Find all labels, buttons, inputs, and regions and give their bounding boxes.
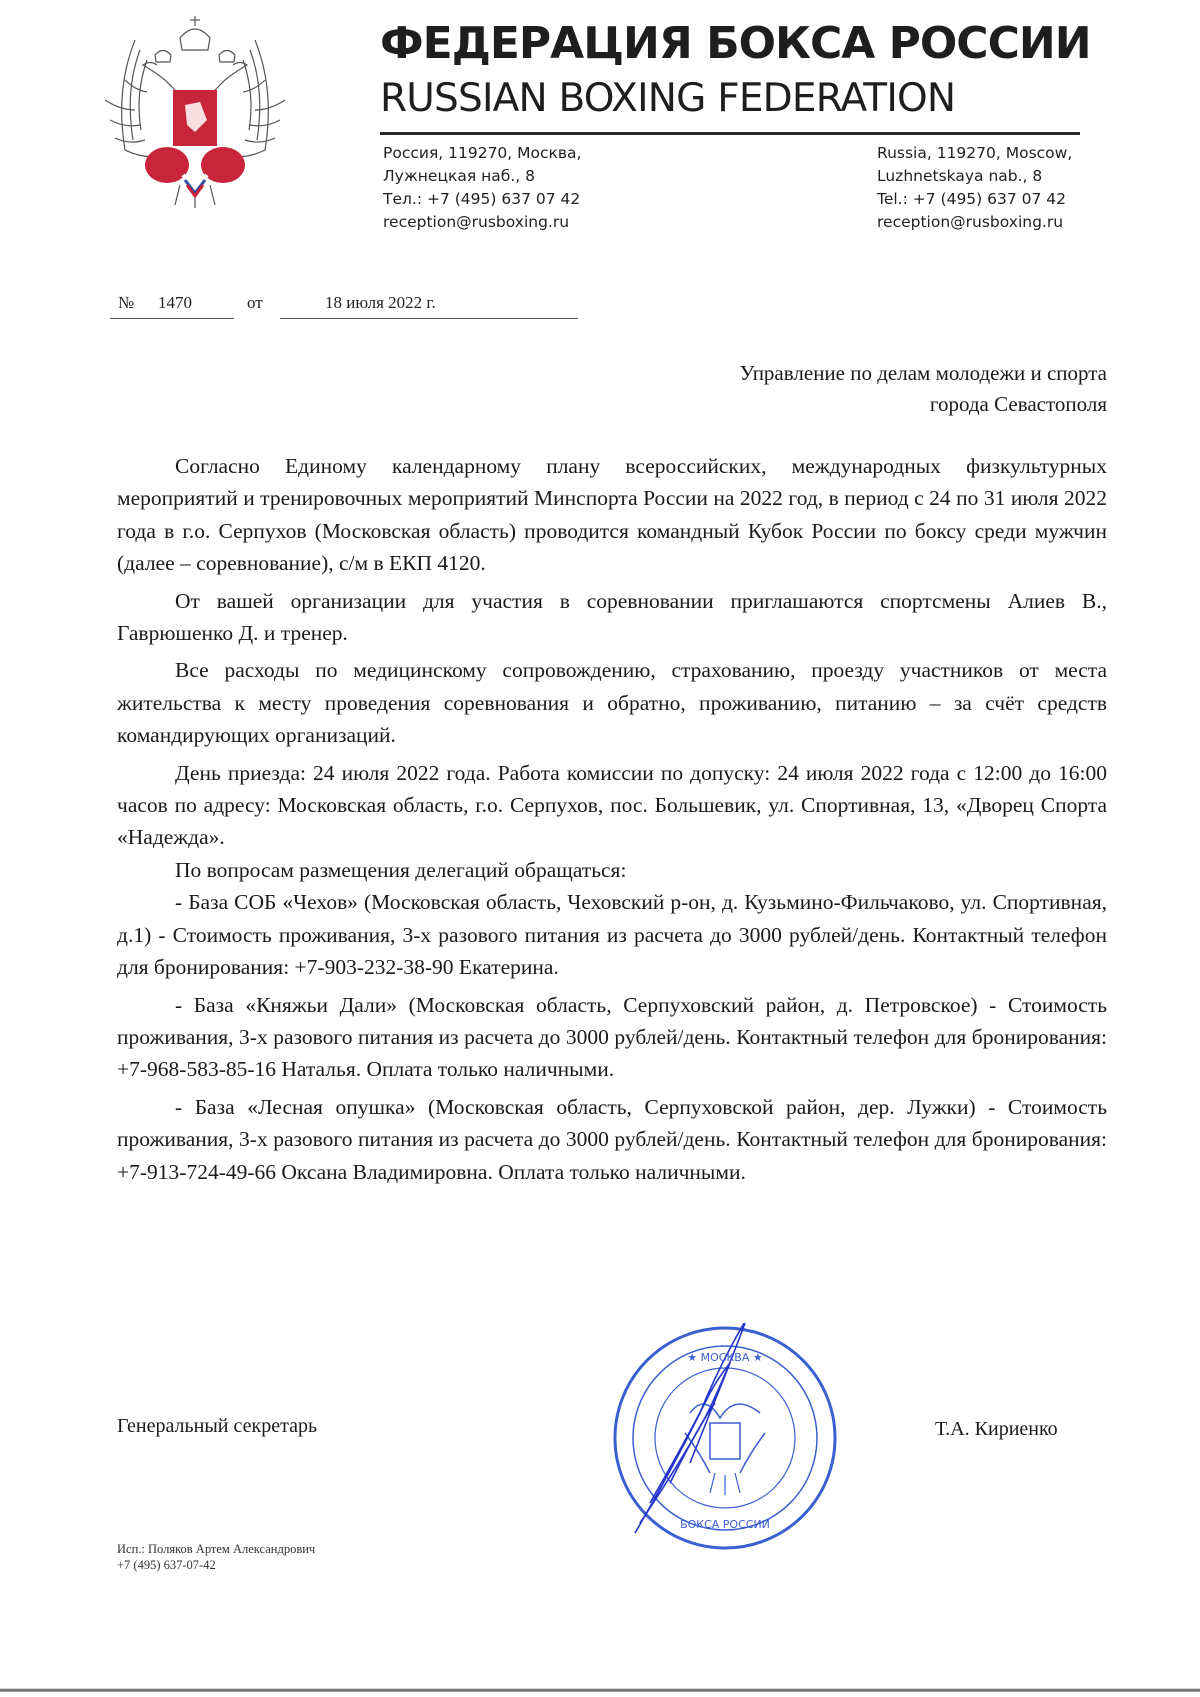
- address-en-phone: Tel.: +7 (495) 637 07 42: [877, 190, 1067, 208]
- org-name-en: RUSSIAN BOXING FEDERATION: [380, 76, 956, 121]
- address-en: [877, 142, 1072, 234]
- paragraph: От вашей организации для участия в соревновании приглашаются спортсмены Алиев В., Гаврюшенко Д. и тренер.: [117, 588, 1107, 646]
- address-ru-line2: Лужнецкая наб., 8: [383, 167, 535, 185]
- reg-from-label: от: [247, 293, 263, 312]
- address-ru-email: reception@rusboxing.ru: [383, 213, 570, 231]
- paragraph: День приезда: 24 июля 2022 года. Работа комиссии по допуску: 24 июля 2022 года с 12:00 до 16:00 часов по адресу: Московская область, г.о. Серпухов, пос. Большевик, ул. Спортивная, 13, «Дворец Спорта «Надежда».: [117, 760, 1107, 850]
- paragraph: - База «Княжьи Дали» (Московская область, Серпуховский район, д. Петровское) - Стоимость проживания, 3-х разового питания из расчета до 3000 рублей/день. Контактный телефон для бронирования: +7-968-583-85-16 Наталья. Оплата только наличными.: [117, 992, 1107, 1082]
- scan-edge: [0, 1688, 1200, 1692]
- paragraph: - База СОБ «Чехов» (Московская область, Чеховский р-он, д. Кузьмино-Фильчаково, ул. Спортивная, д.1) - Стоимость проживания, 3-х разового питания из расчета до 3000 рублей/день. Контактный телефон для бронирования: +7-903-232-38-90 Екатерина.: [117, 890, 1107, 980]
- paragraph: По вопросам размещения делегаций обращаться:: [175, 857, 627, 882]
- reg-date-underline: [280, 318, 578, 319]
- federation-emblem-icon: [95, 10, 295, 210]
- executor-info: [117, 1541, 315, 1573]
- paragraph: Все расходы по медицинскому сопровождению, страхованию, проезду участников от места жительства к месту проведения соревнования и обратно, проживанию, питанию – за счёт средств командирующих организаций.: [117, 658, 1107, 748]
- org-name-ru: ФЕДЕРАЦИЯ БОКСА РОССИИ: [380, 18, 1091, 69]
- address-en-line1: Russia, 119270, Moscow,: [877, 144, 1073, 162]
- signatory-name: Т.А. Кириенко: [935, 1418, 1058, 1440]
- official-stamp-icon: [610, 1323, 840, 1553]
- header-divider: [380, 132, 1080, 135]
- paragraph: - База «Лесная опушка» (Московская область, Серпуховской район, дер. Лужки) - Стоимость проживания, 3-х разового питания из расчета до 3000 рублей/день. Контактный телефон для бронирования: +7-913-724-49-66 Оксана Владимировна. Оплата только наличными.: [117, 1094, 1107, 1184]
- addressee: [740, 358, 1107, 420]
- address-en-email: reception@rusboxing.ru: [877, 213, 1064, 231]
- signatory-title: Генеральный секретарь: [117, 1415, 318, 1437]
- addressee-line2: города Севастополя: [929, 392, 1107, 416]
- paragraph: Согласно Единому календарному плану всероссийских, международных физкультурных мероприятий и тренировочных мероприятий Минспорта России на 2022 год, в период с 24 по 31 июля 2022 года в г.о. Серпухов (Московская область) проводится командный Кубок России по боксу среди мужчин (далее – соревнование), с/м в ЕКП 4120.: [117, 454, 1107, 576]
- address-ru-phone: Тел.: +7 (495) 637 07 42: [383, 190, 581, 208]
- reg-number: 1470: [158, 293, 192, 312]
- reg-date: 18 июля 2022 г.: [325, 293, 436, 312]
- addressee-line1: Управление по делам молодежи и спорта: [739, 361, 1107, 385]
- executor-name: Исп.: Поляков Артем Александрович: [117, 1542, 316, 1556]
- reg-number-underline: [110, 318, 234, 319]
- svg-text:БОКСА РОССИИ: БОКСА РОССИИ: [680, 1518, 770, 1531]
- address-ru-line1: Россия, 119270, Москва,: [383, 144, 582, 162]
- letter-body: [117, 450, 1107, 1188]
- svg-text:★ МОСКВА ★: ★ МОСКВА ★: [687, 1351, 763, 1364]
- address-ru: [383, 142, 581, 234]
- address-en-line2: Luzhnetskaya nab., 8: [877, 167, 1043, 185]
- reg-number-label: №: [118, 293, 135, 312]
- executor-phone: +7 (495) 637-07-42: [117, 1558, 216, 1572]
